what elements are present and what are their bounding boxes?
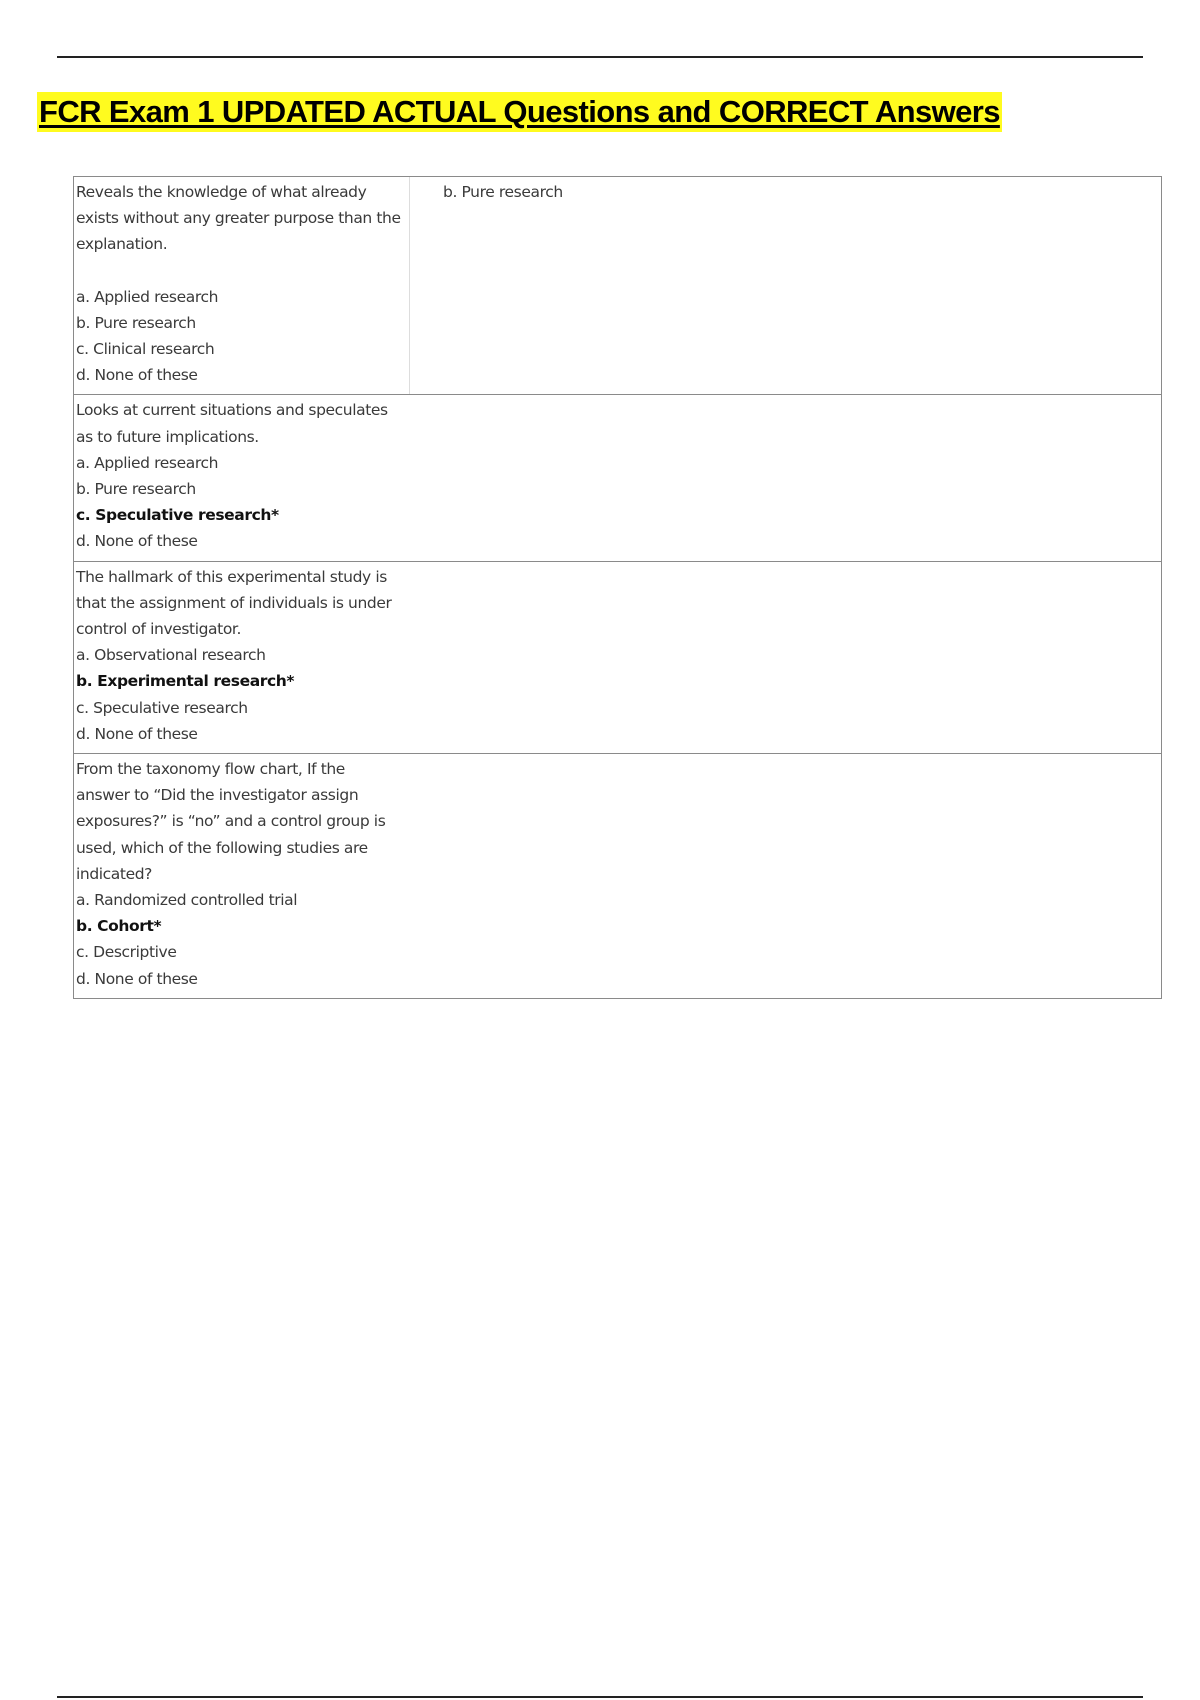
qa-row-4 <box>74 753 1161 998</box>
qa-table <box>73 176 1162 999</box>
question-4-stem-line: exposures?” is “no” and a control group is <box>76 812 386 831</box>
question-cell-4 <box>74 754 410 998</box>
question-1-stem-line: Reveals the knowledge of what already <box>76 183 367 201</box>
question-2-option-a: a. Applied research <box>76 453 219 472</box>
question-4-stem-line: indicated? <box>76 864 152 883</box>
question-4-stem-line: From the taxonomy flow chart, If the <box>76 760 345 779</box>
question-4-option-d: d. None of these <box>76 969 198 988</box>
question-3-option-a: a. Observational research <box>76 646 266 665</box>
question-2-stem-line: Looks at current situations and speculates <box>76 401 388 420</box>
question-2-option-d: d. None of these <box>76 532 198 551</box>
question-1-option-a: a. Applied research <box>76 287 219 306</box>
question-3-option-d: d. None of these <box>76 724 198 743</box>
header-rule <box>57 56 1143 58</box>
question-2-stem-line: as to future implications. <box>76 427 259 446</box>
qa-row-2 <box>74 394 1161 560</box>
question-4-option-b-correct: b. Cohort* <box>76 917 162 936</box>
qa-row-3 <box>74 561 1161 753</box>
question-4-stem-line: used, which of the following studies are <box>76 838 368 857</box>
spacer <box>76 258 409 284</box>
answer-cell-4 <box>410 754 1161 998</box>
question-1-stem-line: exists without any greater purpose than the <box>76 209 401 228</box>
footer-rule <box>57 1696 1143 1698</box>
answer-cell-3 <box>410 562 1161 753</box>
question-3-option-c: c. Speculative research <box>76 698 248 717</box>
question-1-option-b: b. Pure research <box>76 313 196 332</box>
question-2-option-b: b. Pure research <box>76 480 196 499</box>
question-cell-3 <box>74 562 410 753</box>
question-1-stem-line: explanation. <box>76 235 168 254</box>
question-1-option-d: d. None of these <box>76 366 198 385</box>
answer-cell-1 <box>410 177 1161 394</box>
question-cell-2 <box>74 395 410 560</box>
question-cell-1 <box>74 177 410 394</box>
question-4-stem-line: answer to “Did the investigator assign <box>76 786 359 805</box>
document-title: FCR Exam 1 UPDATED ACTUAL Questions and CORRECT Answers <box>37 92 1002 132</box>
question-1-answer: b. Pure research <box>443 183 563 201</box>
question-4-option-c: c. Descriptive <box>76 943 177 962</box>
question-4-option-a: a. Randomized controlled trial <box>76 891 298 910</box>
answer-cell-2 <box>410 395 1161 560</box>
question-2-option-c-correct: c. Speculative research* <box>76 506 279 525</box>
question-3-option-b-correct: b. Experimental research* <box>76 672 295 691</box>
question-1-option-c: c. Clinical research <box>76 340 215 359</box>
question-3-stem-line: The hallmark of this experimental study is <box>76 567 387 586</box>
question-3-stem-line: that the assignment of individuals is under <box>76 593 392 612</box>
question-3-stem-line: control of investigator. <box>76 620 241 639</box>
qa-row-1 <box>74 177 1161 394</box>
